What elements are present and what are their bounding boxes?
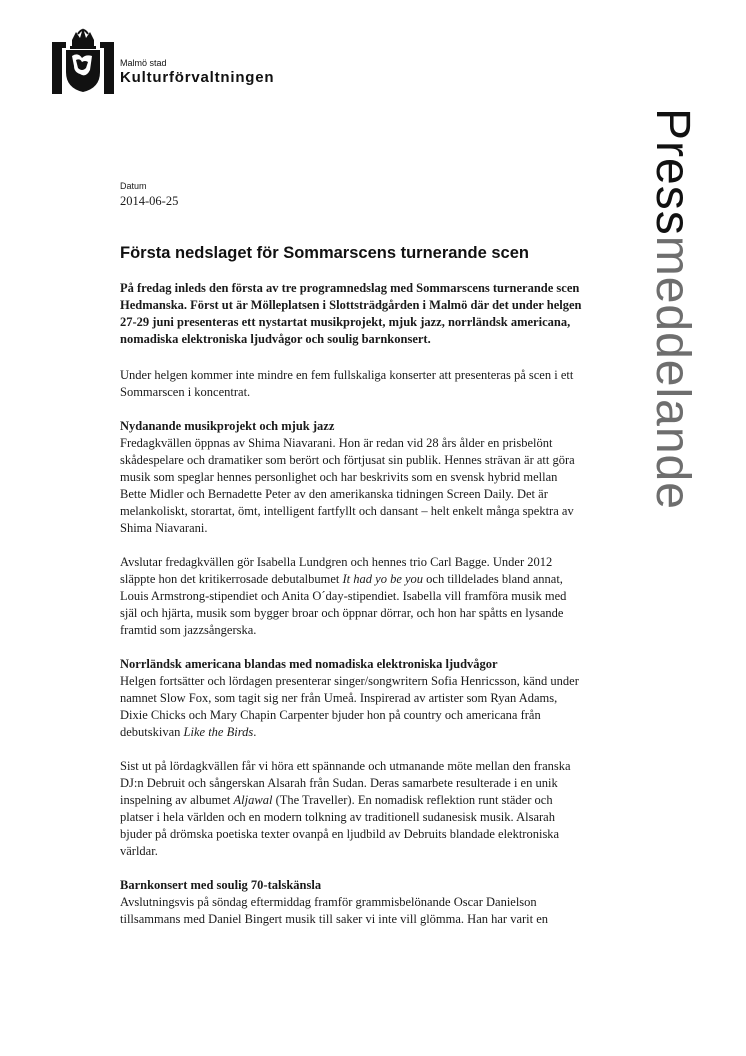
intro-paragraph: Under helgen kommer inte mindre en fem fullskaliga konserter att presenteras på scen i ett Sommarscen i koncentrat. xyxy=(120,368,574,399)
text-run: Avslutar fredagkvällen gör Isabella Lundgren och hennes trio Carl Bagge. Under 2012 släppte hon det kritikerrosade debutalbumet xyxy=(120,555,553,586)
album-title: It had yo be you xyxy=(342,572,424,586)
text-run: (The Traveller). En nomadisk reflektion runt städer och platser i hela världen och en modern tolkning av traditionell sudanesisk musik. Alsarah bjuder på drömska poetiska texter ovanpå en ljudbild av Debruits blandade elektroniska världar. xyxy=(120,793,560,858)
date-value: 2014-06-25 xyxy=(120,194,179,208)
section-heading: Barnkonsert med soulig 70-talskänsla xyxy=(120,878,322,892)
paragraph xyxy=(120,673,586,741)
section-heading: Nydanande musikprojekt och mjuk jazz xyxy=(120,419,335,433)
text-run: . xyxy=(253,725,257,739)
paragraph: Avslutningsvis på söndag eftermiddag framför grammisbelönande Oscar Danielson tillsammans med Daniel Bingert musik till saker vi inte vill glömma. Han har varit en xyxy=(120,895,549,926)
malmo-stad-logo xyxy=(52,26,114,94)
paragraph xyxy=(120,758,586,860)
text-run: Sist ut på lördagkvällen får vi höra ett spännande och utmanande möte mellan den franska DJ:n Debruit och sångerskan Alsarah från Sudan. Deras samarbete resulterade i en unik inspelning av albumet xyxy=(120,759,571,807)
organization-block xyxy=(120,58,274,86)
side-title-press: Press xyxy=(646,108,699,236)
pressmeddelande-side-title xyxy=(646,108,699,510)
album-title: Like the Birds xyxy=(183,725,254,739)
paragraph xyxy=(120,554,586,639)
date-label: Datum xyxy=(120,181,147,191)
album-title: Aljawal xyxy=(233,793,273,807)
department-name: Kulturförvaltningen xyxy=(120,69,275,86)
paragraph: Fredagkvällen öppnas av Shima Niavarani. Hon är redan vid 28 års ålder en prisbelönt skådespelare och dramatiker som berört och förtjusat sin publik. Hennes strävan är att göra musik som speglar hennes personlighet och har beskrivits som en svensk hybrid mellan Bette Midler och Bernadette Peter av den amerikanska tidningen Screen Daily. Det är melankoliskt, storartat, ömt, intelligent fartfyllt och dansant – helt enkelt många spektra av Shima Niavarani. xyxy=(120,436,575,535)
headline: Första nedslaget för Sommarscens turnerande scen xyxy=(120,244,529,262)
text-run: Helgen fortsätter och lördagen presenterar singer/songwritern Sofia Henricsson, känd under namnet Slow Fox, som tagit sig ner från Umeå. Inspirerad av artister som Ryan Adams, Dixie Chicks och Mary Chapin Carpenter bjuder hon på country och americana från debutskivan xyxy=(120,674,579,739)
text-run: och tilldelades bland annat, Louis Armstrong-stipendiet och Anita O´day-stipendiet. Isabella vill framföra musik med själ och hjärta, musik som bygger broar och öppnar dörrar, och hon har spåtts en lysande framtid som jazzsångerska. xyxy=(120,572,567,637)
side-title-meddelande: meddelande xyxy=(646,235,699,510)
section-heading: Norrländsk americana blandas med nomadiska elektroniska ljudvågor xyxy=(120,657,498,671)
city-name: Malmö stad xyxy=(120,58,167,68)
article-body xyxy=(120,280,586,928)
lead-paragraph: På fredag inleds den första av tre programnedslag med Sommarscens turnerande scen Hedmanska. Först ut är Mölleplatsen i Slottsträdgården i Malmö där det under helgen 27-29 juni presenteras ett nystartat musikprojekt, mjuk jazz, norrländsk americana, nomadiska elektroniska ljudvågor och soulig barnkonsert. xyxy=(120,281,582,346)
